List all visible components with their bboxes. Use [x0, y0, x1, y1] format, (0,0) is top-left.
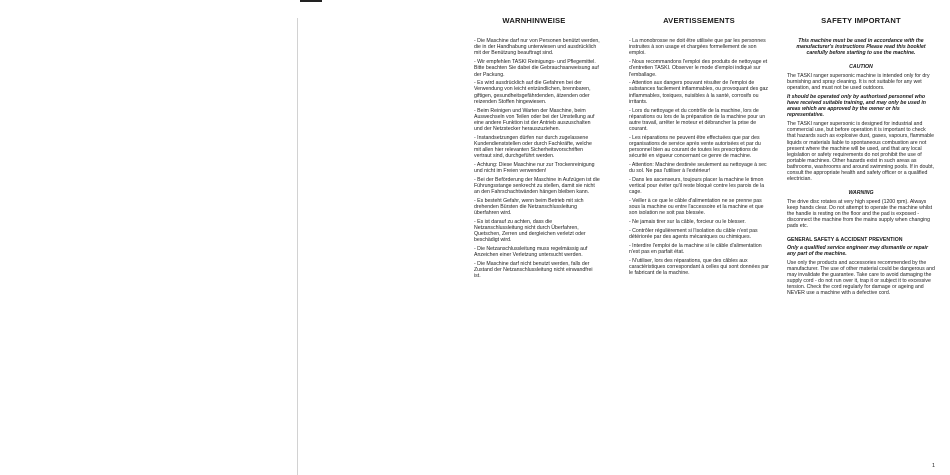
- warning-text: The drive disc rotates at very high speed (1200 rpm). Always keep hands clear. Do not attempt to operate the machine whilst the handle is resting on the floor and the pad is exposed - disconnect the machine from the mains supply when changing pads etc.: [787, 198, 933, 230]
- german-item: - Bei der Beförderung der Maschine in Aufzügen ist die Führungsstange senkrecht zu stellen, damit sie nicht an den Fahrschachtwänden hängen bleiben kann.: [474, 176, 600, 196]
- german-item: - Es ist darauf zu achten, dass die Netzanschlussleitung nicht durch Überfahren, Quetschen, Zerren und dergleichen verletzt oder beschädigt wird.: [474, 218, 586, 244]
- french-item: - Dans les ascenseurs, toujours placer la machine le timon vertical pour éviter qu'il reste bloqué contre les parois de la cage.: [629, 176, 765, 196]
- general-safety-text: Use only the products and accessories recommended by the manufacturer. The use of other material could be dangerous and may invalidate the guarantee. Take care to avoid damaging the supply cord - do not run over it, trap it or subject it to excessive tension. Check the cord regularly for damage or ageing and NEVER use a machine with a defective cord.: [787, 259, 935, 297]
- german-item: - Beim Reinigen und Warten der Maschine, beim Auswechseln von Teilen oder bei der Umstellung auf eine andere Funktion ist der Antrieb auszuschalten und der Netzstecker herauszuziehen.: [474, 107, 595, 132]
- french-item: - Interdire l'emploi de la machine si le câble d'alimentation n'est pas en parfait état.: [629, 242, 762, 255]
- french-warnings-column: [629, 18, 769, 279]
- english-safety-column: [787, 18, 935, 299]
- german-item: - Achtung: Diese Maschine nur zur Trockenreinigung und nicht im Freien verwenden!: [474, 161, 595, 175]
- french-title: AVERTISSEMENTS: [663, 16, 735, 25]
- french-item: - La monobrosse ne doit être utilisée que par les personnes instruites à son usage et chargées formellement de son emploi.: [629, 38, 766, 57]
- caution-text: The TASKI ranger supersonic machine is intended only for dry burnishing and spray cleaning. It is not suitable for any wet operation, and must not be used outdoors.: [787, 72, 930, 92]
- french-item: - Ne jamais tirer sur la câble, forcieur ou le blesser.: [629, 218, 746, 225]
- german-item: - Es besteht Gefahr, wenn beim Betrieb mit sich drehenden Bürsten die Netzanschlussleitung überfahren wird.: [474, 197, 584, 217]
- general-safety-heading: GENERAL SAFETY & ACCIDENT PREVENTION: [787, 236, 903, 243]
- french-item: - Veiller à ce que le câble d'alimentation ne se prenne pas sous la machine ou entre l'accessoire et la machine et que son isolation ne soit pas blessée.: [629, 197, 764, 217]
- german-item: - Die Maschine darf nicht benutzt werden, falls der Zustand der Netzanschlussleitung nicht einwandfrei ist.: [474, 261, 593, 280]
- german-item: - Die Netzanschlussleitung muss regelmässig auf Anzeichen einer Verletzung untersucht werden.: [474, 246, 588, 259]
- french-item: - Attention aux dangers pouvant résulter de l'emploi de substances facilement inflammables, ou provoquant des gaz inflammables, toxiques, nuisibles à la santé, corrosifs ou irritants.: [629, 80, 768, 105]
- page-number: 1: [932, 463, 936, 469]
- german-item: - Instandsetzungen dürfen nur durch zugelassene Kundendienststellen oder durch Fachkräfte, welche mit allen hier relevanten Sicherheitsvorschriften vertraut sind, durchgeführt werden.: [474, 134, 592, 160]
- usage-text: The TASKI ranger supersonic is designed for industrial and commercial use, but before operation it is important to check that hazards such as explosive dust, gases, vapours, flammable liquids or materials liable to spontaneous combustion are not present where the machine will be used, and that any local legislation or safety requirements do not prohibit the use of portable machines. Other hazards exist in such areas as bathrooms, washrooms and around swimming pools. If in doubt, consult the appropriate health and safety officer or a qualified electrician.: [787, 121, 935, 183]
- french-item: - Les réparations ne peuvent être effectuées que par des organisations de service après vente autorisées et par du personnel bien au courant de toutes les prescriptions de sécurité en vigueur concernant ce genre de machine.: [629, 134, 761, 160]
- french-item: - Lors du nettoyage et du contrôle de la machine, lors de réparations ou lors de la préparation de la machine pour un autre travail, arrêter le moteur et débrancher la prise de courant.: [629, 107, 766, 132]
- authorised-personnel-note: It should be operated only by authorised personnel who have received suitable training, and may only be used in areas which are approved by the owner or his representative.: [787, 93, 926, 119]
- german-item: - Es wird ausdrücklich auf die Gefahren bei der Verwendung von leicht entzündlichen, brennbaren, giftigen, gesundheitsgefährdenden, ätzenden oder reizenden Stoffen hingewiesen.: [474, 80, 591, 105]
- german-title: WARNHINWEISE: [502, 16, 566, 25]
- general-safety-note: Only a qualified service engineer may dismantle or repair any part of the machine.: [787, 244, 928, 257]
- french-item: - Nous recommandons l'emploi des produits de nettoyage et d'entretien TASKI. Observer le mode d'emploi indiqué sur l'emballage.: [629, 59, 768, 78]
- english-lead: This machine must be used in accordance with the manufacturer's instructions Please read this booklet carefully before starting to use the machine.: [796, 38, 926, 57]
- french-item: - Contrôler régulièrement si l'isolation du câble n'est pas détériorée par des agents mécaniques ou chimiques.: [629, 227, 758, 240]
- caution-heading: CAUTION: [849, 63, 873, 70]
- french-item: - N'utiliser, lors des réparations, que des câbles aux caractéristiques correspondant à celles qui sont données par le fabricant de la machine.: [629, 257, 769, 276]
- english-title: SAFETY IMPORTANT: [821, 16, 901, 25]
- french-item: - Attention: Machine destinée seulement au nettoyage à sec du sol. Ne pas l'utiliser à l'extérieur!: [629, 161, 767, 175]
- page-corner-mark: [300, 0, 322, 2]
- german-item: - Wir empfehlen TASKI Reinigungs- und Pflegemittel. Bitte beachten Sie dabei die Gebrauchsanweisung auf der Packung.: [474, 59, 599, 78]
- german-warnings-column: [474, 18, 600, 282]
- warning-heading: WARNING: [848, 189, 874, 196]
- german-item: - Die Maschine darf nur von Personen benützt werden, die in der Handhabung unterwiesen und ausdrücklich mit der Benützung beauftragt sind.: [474, 38, 600, 57]
- page-fold-line: [297, 18, 298, 475]
